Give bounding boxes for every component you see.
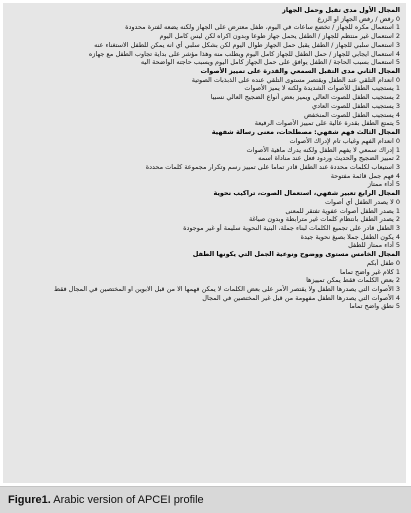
scale-item: 5 نطق واضح تماما <box>349 302 400 311</box>
section-title: المجال الثاني مدى التقبل السمعي والقدرة على تمييز الأصوات <box>200 67 400 76</box>
scale-item: 3 يستجيب الطفل للصوت العادي <box>312 101 400 110</box>
scale-item: 5 أداء ممتاز للطفل <box>348 241 400 250</box>
section-title: المجال الرابع تعبير شفهي، استعمال الصوت، تراكيب نحوية <box>213 189 400 198</box>
section-title: المجال الخامس مستوى ووضوح ونوعية الجمل التي يكونها الطفل <box>192 250 400 259</box>
scale-item: 0 طفل أبكم <box>366 258 400 267</box>
scale-item: 2 استعمال غير منتظم للجهاز / الطفل يحمل جهاز طوعا وبدون اكراه لكن ليس كامل اليوم <box>159 32 400 41</box>
scale-item: 1 استعمال مكره للجهاز / تخضع ساعات في اليوم، طفل معترض على الجهاز ولكنه يضعه لفترة محدودة <box>125 23 400 32</box>
scale-item: 5 استعمال بسبب الحاجة / الطفل يوافق على حمل الجهاز كامل اليوم ويسبب حاجته الواضحة اليه <box>140 58 400 67</box>
scale-item: 4 فهم جمل قائمة مفتوحة <box>330 171 400 180</box>
scale-item: 2 بعض الكلمات فقط يمكن تمييزها <box>306 276 400 285</box>
scale-item: 1 إدراك سمعي لا يفهم الطفل ولكنه يدرك ماهية الأصوات <box>246 145 400 154</box>
scale-item: 0 انعدام التلقي عند الطفل ويقتصر مستوى التلقي عنده على الذبذبات الصوتية <box>191 75 400 84</box>
scale-item: 5 أداء ممتاز <box>367 180 400 189</box>
scale-item: 0 لا يصدر الطفل أي أصوات <box>324 197 400 206</box>
scale-item: 4 استعمال ايجابي للجهاز / حمل الطفل للجهاز كامل اليوم ويطلب منه وهذا مؤشر على بداية تجاوب الطفل مع جهازه <box>88 49 400 58</box>
scale-item: 3 الأصوات التي يصدرها الطفل ولا يقتصر الأمر على بعض الكلمات لا يمكن فهمها الا من قبل الابوين او المختصين في المجال فقط <box>53 285 400 293</box>
figure-caption-text: Arabic version of APCEI profile <box>50 494 204 506</box>
scale-item: 0 رفض / رفض الجهاز او الزرع <box>317 14 400 23</box>
scale-item: 4 يكون الطفل جملا بصيغ نحوية جيدة <box>300 232 400 241</box>
scale-item: 3 الطفل قادر على تجميع الكلمات لبناء جملة، البنية النحوية سليمة أو غير موجودة <box>183 223 400 232</box>
scale-item: 2 يصدر الطفل بانتظام كلمات غير مترابطة وبدون صياغة <box>248 215 400 224</box>
document-scan <box>3 3 406 483</box>
scale-item: 0 انعدام الفهم وغياب تام لإدراك الأصوات <box>289 136 400 145</box>
apcei-profile-text <box>3 3 406 311</box>
caption-bar <box>0 486 411 513</box>
section-title: المجال الثالث فهم شفهي: مصطلحات، معنى رسالة شفهية <box>211 128 400 137</box>
scale-item: 4 الأصوات التي يصدرها الطفل مفهومة من قبل غير المختصين في المجال <box>202 293 400 302</box>
scale-item: 2 يستجيب الطفل للصوت العالي ويميز بعض أنواع الضجيج العالي نسبيا <box>210 93 400 102</box>
scale-item: 4 يستجيب الطفل للصوت المنخفض <box>303 110 400 119</box>
scale-item: 1 كلام غير واضح تماما <box>339 267 400 276</box>
figure-caption <box>8 494 204 507</box>
figure-label: Figure1. <box>8 494 51 506</box>
scale-item: 3 استيعاب لكلمات محددة عند الطفل قادر تماما على تمييز رسم وتكرار مجموعة كلمات محددة <box>145 162 400 171</box>
scale-item: 5 يتمتع الطفل بقدرة عالية على تمييز الأصوات الرفيعة <box>254 119 400 128</box>
section-title: المجال الأول مدى تقبل وحمل الجهاز <box>282 6 400 14</box>
scale-item: 1 يصدر الطفل أصوات عفوية تفتقر للمعنى <box>285 206 400 215</box>
scale-item: 1 يستجيب الطفل للأصوات الشديدة ولكنه لا يميز الأصوات <box>244 84 400 93</box>
scale-item: 2 تمييز الضجيج والحديث وردود فعل عند مناداة اسمه <box>258 154 400 163</box>
scale-item: 3 استعمال سلبي للجهاز / الطفل يقبل حمل الجهاز طوال اليوم لكن بشكل سلبي أي انه يمكن للطفل الاستغناء عنه <box>94 40 400 49</box>
